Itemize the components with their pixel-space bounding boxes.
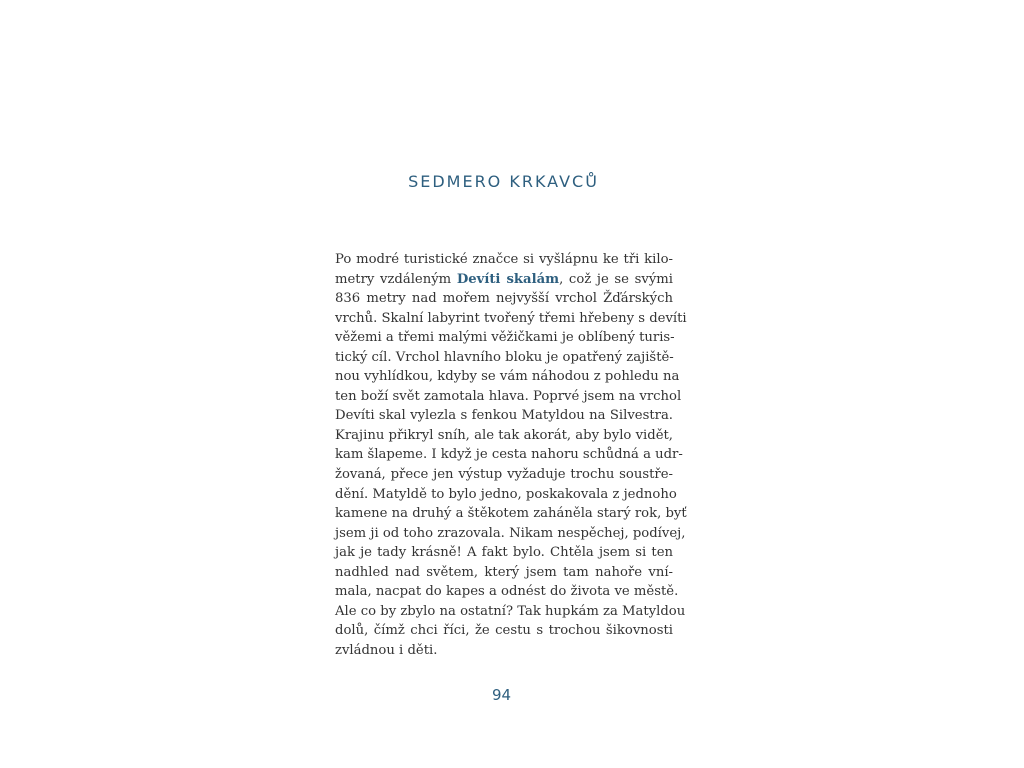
- text-line: věžemi a třemi malými věžičkami je oblíbený turis-: [335, 330, 675, 346]
- text-line: mala, nacpat do kapes a odnést do života ve městě.: [335, 584, 679, 600]
- chapter-title: SEDMERO KRKAVCŮ: [408, 172, 599, 191]
- text-line: Devíti skal vylezla s fenkou Matyldou na Silvestra.: [335, 408, 673, 424]
- text-line: ten boží svět zamotala hlava. Poprvé jsem na vrchol: [335, 388, 682, 404]
- place-name-highlight: Devíti skalám: [456, 271, 560, 287]
- text-segment: metry vzdáleným: [335, 271, 457, 287]
- text-line: nou vyhlídkou, kdyby se vám náhodou z pohledu na: [335, 369, 680, 385]
- text-line: dění. Matyldě to bylo jedno, poskakovala z jednoho: [335, 486, 677, 502]
- text-line: Krajinu přikryl sníh, ale tak akorát, aby bylo vidět,: [335, 427, 673, 443]
- text-line: kam šlapeme. I když je cesta nahoru schůdná a udr-: [335, 447, 683, 463]
- text-line: Po modré turistické značce si vyšlápnu ke tři kilo-: [335, 252, 673, 267]
- text-line: nadhled nad světem, který jsem tam nahoře vní-: [335, 564, 673, 580]
- text-line: vrchů. Skalní labyrint tvořený třemi hřebeny s devíti: [335, 310, 687, 326]
- text-segment: , což je se svými: [559, 271, 673, 287]
- text-line: jak je tady krásně! A fakt bylo. Chtěla jsem si ten: [335, 545, 673, 561]
- text-line: [335, 270, 673, 290]
- text-line: zvládnou i děti.: [335, 642, 438, 658]
- text-line: jsem ji od toho zrazovala. Nikam nespěchej, podívej,: [335, 525, 686, 541]
- text-line: 836 metry nad mořem nejvyšší vrchol Žďárských: [335, 291, 673, 307]
- text-line: tický cíl. Vrchol hlavního bloku je opatřený zajiště-: [335, 349, 674, 365]
- text-line: žovaná, přece jen výstup vyžaduje trochu soustře-: [335, 467, 673, 483]
- body-paragraph: [335, 250, 687, 660]
- text-line: Ale co by zbylo na ostatní? Tak hupkám za Matyldou: [335, 603, 686, 619]
- page-number: 94: [491, 686, 512, 704]
- text-line: kamene na druhý a štěkotem zaháněla starý rok, byť: [335, 506, 687, 522]
- text-line: dolů, čímž chci říci, že cestu s trochou šikovnosti: [335, 623, 673, 639]
